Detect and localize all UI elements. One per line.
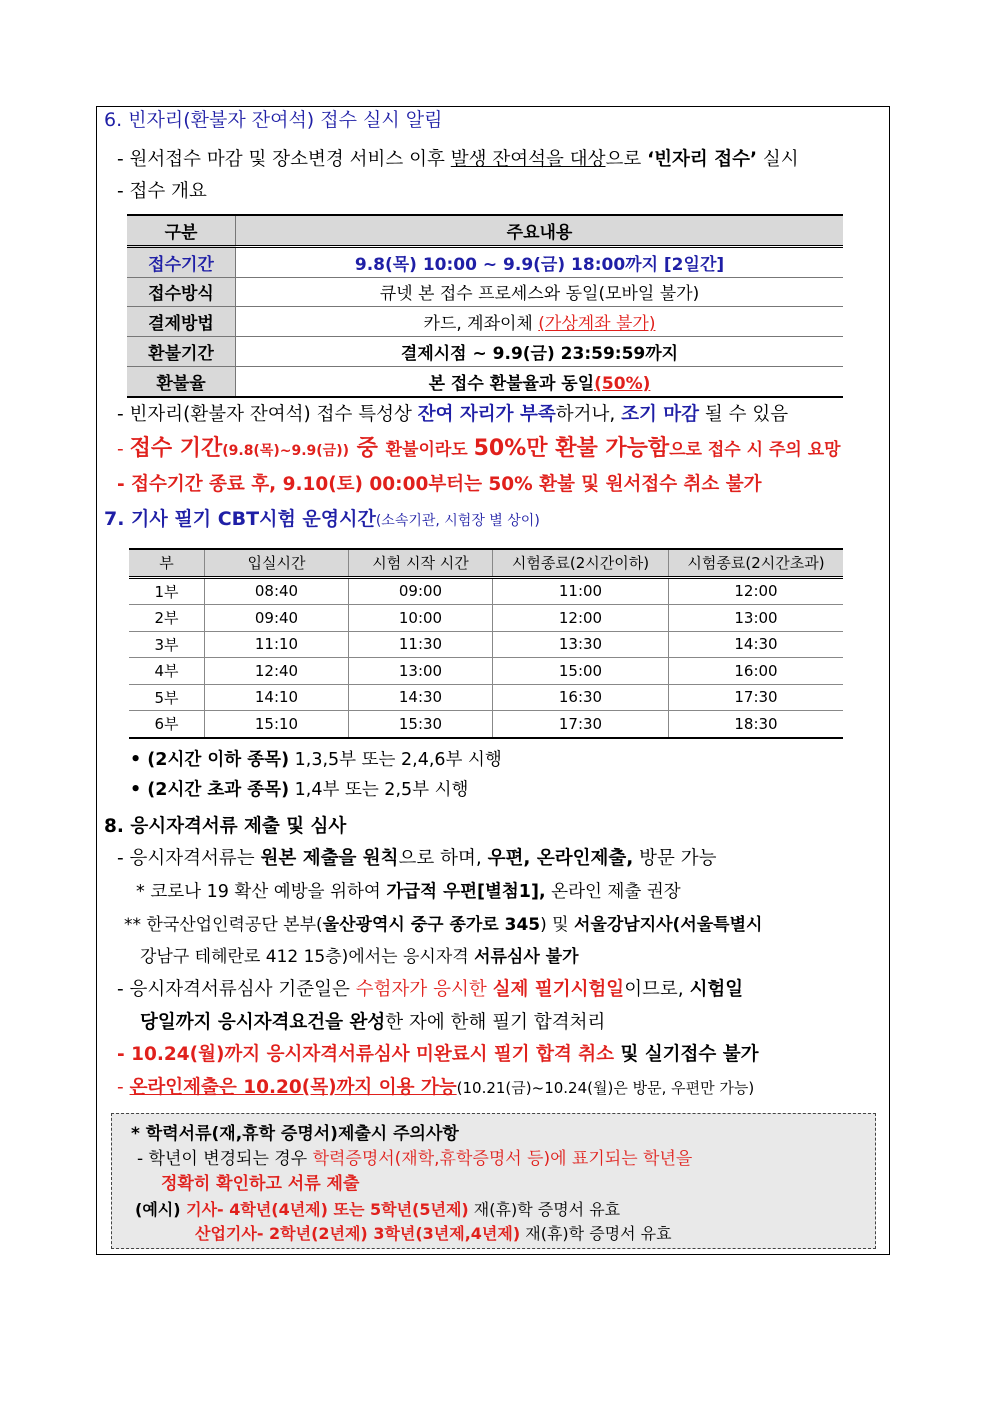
table-header: 구분 xyxy=(127,215,236,246)
s6-note3: - 접수기간 종료 후, 9.10(토) 00:00부터는 50% 환불 및 원서접수 취소 불가 xyxy=(117,474,762,495)
table-header: 시험종료(2시간이하) xyxy=(493,549,669,577)
application-overview-table xyxy=(127,214,843,398)
s8-p7: - 10.24(월)까지 응시자격서류심사 미완료시 필기 합격 취소 및 실기접수 불가 xyxy=(117,1044,759,1065)
table-row: 접수방식 큐넷 본 접수 프로세스와 동일(모바일 불가) xyxy=(127,277,843,307)
s8-p2: * 코로나 19 확산 예방을 위하여 가급적 우편[별첨1], 온라인 제출 권장 xyxy=(136,882,681,902)
table-row: 2부 09:40 10:00 12:00 13:00 xyxy=(129,605,843,632)
table-header: 시험 시작 시간 xyxy=(349,549,493,577)
s8-p5: - 응시자격서류심사 기준일은 수험자가 응시한 실제 필기시험일이므로, 시험일 xyxy=(117,979,744,1000)
table-row: 환불율 본 접수 환불율과 동일(50%) xyxy=(127,366,843,396)
table-row: 5부 14:10 14:30 16:30 17:30 xyxy=(129,684,843,711)
table-row: 환불기간 결제시점 ~ 9.9(금) 23:59:59까지 xyxy=(127,337,843,367)
table-row: 3부 11:10 11:30 13:30 14:30 xyxy=(129,631,843,658)
table-row: 접수기간 9.8(목) 10:00 ~ 9.9(금) 18:00까지 [2일간] xyxy=(127,246,843,277)
s7-bullet2: • (2시간 초과 종목) 1,4부 또는 2,5부 시행 xyxy=(130,780,469,800)
note-title: * 학력서류(재,휴학 증명서)제출시 주의사항 xyxy=(131,1124,459,1144)
table-header: 입실시간 xyxy=(205,549,349,577)
cbt-schedule-table xyxy=(129,548,843,739)
s6-line1: - 원서접수 마감 및 장소변경 서비스 이후 발생 잔여석을 대상으로 ‘빈자리 접수’ 실시 xyxy=(117,149,799,170)
s6-note1: - 빈자리(환불자 잔여석) 접수 특성상 잔여 자리가 부족하거나, 조기 마감 될 수 있음 xyxy=(117,404,789,425)
s6-note2: - 접수 기간(9.8(목)~9.9(금)) 중 환불이라도 50%만 환불 가능함으로 접수 시 주의 요망 xyxy=(117,436,841,461)
s6-line2: - 접수 개요 xyxy=(117,181,207,202)
table-row: 1부 08:40 09:00 11:00 12:00 xyxy=(129,577,843,605)
note-line1: - 학년이 변경되는 경우 학력증명서(재학,휴학증명서 등)에 표기되는 학년을 xyxy=(137,1149,693,1169)
s8-p3: ** 한국산업인력공단 본부(울산광역시 중구 종가로 345) 및 서울강남지사(서울특별시 xyxy=(124,915,763,935)
s8-p1: - 응시자격서류는 원본 제출을 원칙으로 하며, 우편, 온라인제출, 방문 가능 xyxy=(117,848,717,869)
table-row: 결제방법 카드, 계좌이체 (가상계좌 불가) xyxy=(127,307,843,337)
s8-p6: 당일까지 응시자격요건을 완성한 자에 한해 필기 합격처리 xyxy=(140,1012,606,1033)
table-row: 6부 15:10 15:30 17:30 18:30 xyxy=(129,711,843,738)
note-line4: 산업기사- 2학년(2년제) 3학년(3년제,4년제) 재(휴)학 증명서 유효 xyxy=(195,1224,672,1243)
table-row: 4부 12:40 13:00 15:00 16:00 xyxy=(129,658,843,685)
table-header: 부 xyxy=(129,549,205,577)
table-header: 시험종료(2시간초과) xyxy=(669,549,844,577)
table-header: 주요내용 xyxy=(236,215,844,246)
s8-p4: 강남구 테헤란로 412 15층)에서는 응시자격 서류심사 불가 xyxy=(140,947,579,967)
section8-title: 8. 응시자격서류 제출 및 심사 xyxy=(104,816,347,837)
s8-p8: - 온라인제출은 10.20(목)까지 이용 가능(10.21(금)~10.24(월)은 방문, 우편만 가능) xyxy=(117,1077,755,1098)
section7-title: 7. 기사 필기 CBT시험 운영시간(소속기관, 시험장 별 상이) xyxy=(104,508,540,530)
section6-title: 6. 빈자리(환불자 잔여석) 접수 실시 알림 xyxy=(104,109,443,131)
s7-bullet1: • (2시간 이하 종목) 1,3,5부 또는 2,4,6부 시행 xyxy=(130,750,502,770)
note-line2: 정확히 확인하고 서류 제출 xyxy=(161,1174,360,1194)
note-line3: (예시) 기사- 4학년(4년제) 또는 5학년(5년제) 재(휴)학 증명서 유효 xyxy=(135,1200,621,1219)
